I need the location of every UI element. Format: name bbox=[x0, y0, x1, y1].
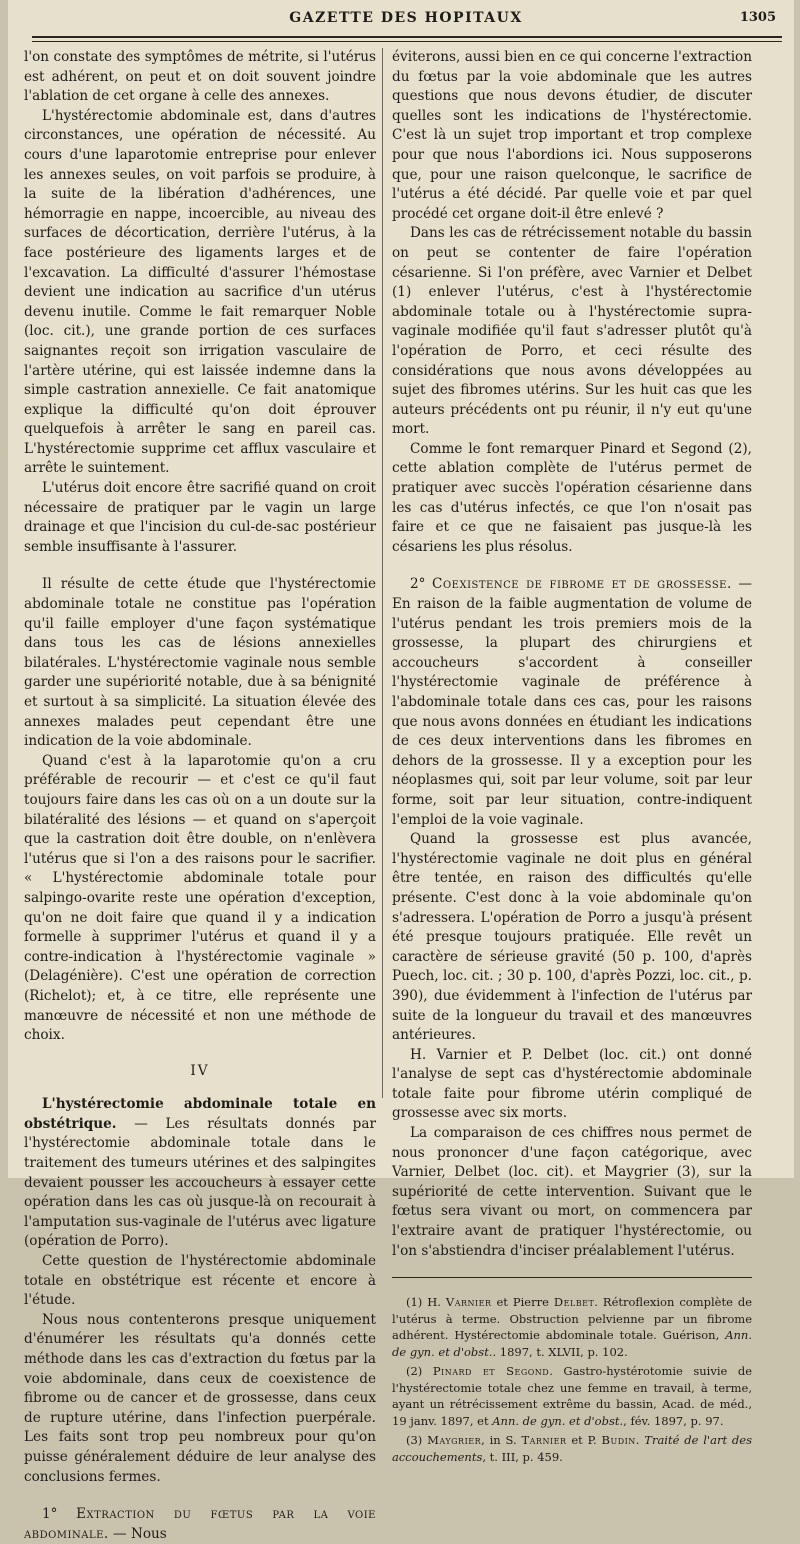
author-name: Budin bbox=[601, 1433, 636, 1448]
author-name: Pinard et Segond bbox=[432, 1364, 550, 1379]
subsection-title: L'hystérectomie abdominale totale en obstétrique. bbox=[24, 1096, 376, 1132]
footnote-text: et Pierre bbox=[491, 1295, 554, 1310]
item-number: 2° bbox=[410, 576, 426, 593]
subsection-title: Extraction du fœtus par la voie abdominale. bbox=[24, 1506, 376, 1542]
footnote-text: . 1897, t. XLVII, p. 102. bbox=[492, 1344, 628, 1359]
footnotes bbox=[392, 1294, 752, 1465]
footnote-text: . bbox=[635, 1433, 645, 1448]
paragraph: Nous nous contenterons presque uniquement d'énumérer les résultats qu'a donnés cette méthode dans les cas d'extraction du fœtus par la voie abdominale, dans ceux de coexistence de fibrome ou de cancer et de grossesse, dans ceux de rupture utérine, dans l'infection puerpérale. Les faits sont trop peu nombreux pour qu'on puisse généralement déduire de leur analyse des conclusions fermes. bbox=[24, 1311, 376, 1485]
paragraph: L'hystérectomie abdominale est, dans d'autres circonstances, une opération de nécessité. Au cours d'une laparotomie entreprise pour enlever les annexes seules, on voit parfois se produire, à la suite de la libération d'adhérences, une hémorragie en nappe, incoercible, au niveau des surfaces de décortication, derrière l'utérus, à la face postérieure des ligaments larges et de l'excavation. La difficulté d'assurer l'hémostase devient une indication au sacrifice d'un utérus devenu inutile. Comme le fait remarquer Noble (loc. cit.), une grande portion de ces surfaces saignantes reçoit son irrigation vasculaire de l'artère utérine, qui est laissée indemne dans la simple castration annexielle. Ce fait anatomique explique la difficulté qu'on doit éprouver quelquefois à arrêter le sang en pareil cas. L'hystérectomie supprime cet afflux vasculaire et arrête le suintement. bbox=[24, 107, 376, 477]
paragraph: l'on constate des symptômes de métrite, si l'utérus est adhérent, on peut et on doit souvent joindre l'ablation de cet organe à celle des annexes. bbox=[24, 49, 376, 105]
footnote-separator bbox=[392, 1277, 752, 1278]
paragraph: Quand c'est à la laparotomie qu'on a cru préférable de recourir — et c'est ce qu'il faut toujours faire dans les cas où on a un doute sur la bilatéralité des lésions — et quand on s'aperçoit que la castration doit être double, on n'enlèvera l'utérus que si l'on a des raisons pour le sacrifier. « L'hystérectomie abdominale totale pour salpingo-ovarite reste une opération d'exception, qu'on ne doit faire que quand il y a indication formelle à supprimer l'utérus et quand il y a contre-indication à l'hystérectomie vaginale » (Delagénière). C'est une opération de correction (Richelot); et, à ce titre, elle représente une manœuvre de nécessité et non une méthode de choix. bbox=[24, 752, 376, 1044]
paragraph: Quand la grossesse est plus avancée, l'hystérectomie vaginale ne doit plus en général être tentée, en raison des difficultés qu'elle présente. C'est donc à la voie abdominale qu'on s'adressera. L'opération de Porro a jusqu'à présent été presque toujours pratiquée. Elle revêt un caractère de sérieuse gravité (50 p. 100, d'après Puech, loc. cit. ; 30 p. 100, d'après Pozzi, loc. cit., p. 390), due évidemment à l'infection de l'utérus par suite de la longueur du travail et des manœuvres antérieures. bbox=[392, 831, 752, 1044]
footnote bbox=[392, 1363, 752, 1429]
paragraph: H. Varnier et P. Delbet (loc. cit.) ont donné l'analyse de sept cas d'hystérectomie abdominale totale faite pour fibrome utérin compliqué de grossesse avec six morts. bbox=[392, 1046, 752, 1122]
footnote-marker: (2) bbox=[406, 1364, 433, 1379]
paragraph: Comme le font remarquer Pinard et Segond (2), cette ablation complète de l'utérus permet de pratiquer avec succès l'opération césarienne dans les cas d'utérus infectés, ce que l'on n'osait pas faire et ce que ne faisaient pas jusque-là les césariens les plus résolus. bbox=[392, 440, 752, 555]
footnote-text: , t. III, p. 459. bbox=[482, 1449, 563, 1464]
paragraph: La comparaison de ces chiffres nous permet de nous prononcer d'une façon catégorique, avec Varnier, Delbet (loc. cit). et Maygrier (3), sur la supériorité de cette intervention. Suivant que le fœtus sera vivant ou mort, on commencera par l'extraire avant de pratiquer l'hystérectomie, ou l'on s'abstiendra d'inciser préalablement l'utérus. bbox=[392, 1125, 752, 1259]
footnote-text: . Rétroflexion complète de l'utérus à terme. Obstruction pelvienne par un fibrome adhérent. Hystérectomie abdominale totale. Guérison, bbox=[392, 1295, 753, 1343]
journal-title: Ann. de gyn. et d'obst. bbox=[392, 1328, 752, 1359]
footnote-marker: (3) bbox=[406, 1433, 428, 1448]
paragraph: éviterons, aussi bien en ce qui concerne l'extraction du fœtus par la voie abdominale que les autres questions que nous devons étudier, de discuter quelles sont les indications de l'hystérectomie. C'est là un sujet trop important et trop complexe pour que nous l'abordions ici. Nous supposerons que, pour une raison quelconque, le sacrifice de l'utérus a été décidé. Par quelle voie et par quel procédé cet organe doit-il être enlevé ? bbox=[392, 49, 752, 222]
spacer bbox=[24, 1487, 376, 1505]
footnote-text: , in S. bbox=[481, 1433, 522, 1448]
paragraph-text: — Nous bbox=[108, 1525, 167, 1542]
paragraph bbox=[24, 1505, 376, 1544]
footnote-text: , fév. 1897, p. 97. bbox=[623, 1413, 724, 1428]
footnote-text: et P. bbox=[566, 1433, 602, 1448]
paragraph bbox=[392, 575, 752, 830]
footnote bbox=[392, 1294, 752, 1360]
newspaper-page bbox=[8, 0, 794, 1542]
paragraph: L'utérus doit encore être sacrifié quand on croit nécessaire de pratiquer par le vagin un large drainage et que l'incision du cul-de-sac postérieur semble insuffisante à l'assurer. bbox=[24, 480, 376, 555]
header-rule-thin bbox=[32, 41, 782, 42]
subsection-title: Coexistence de fibrome et de grossesse. bbox=[432, 576, 732, 593]
paragraph: Il résulte de cette étude que l'hystérectomie abdominale totale ne constitue pas l'opération qu'il faille employer d'une façon systématique dans tous les cas de lésions annexielles bilatérales. L'hystérectomie vaginale nous semble garder une supériorité notable, due à sa bénignité et surtout à sa simplicité. La situation élevée des annexes malades peut cependant être une indication de la voie abdominale. bbox=[24, 576, 376, 750]
book-title: Traité de l'art des accouchements bbox=[392, 1433, 752, 1464]
running-title: GAZETTE DES HOPITAUX bbox=[289, 10, 523, 26]
paragraph bbox=[24, 1095, 376, 1252]
author-name: Tarnier bbox=[521, 1433, 567, 1448]
page-header bbox=[28, 8, 784, 32]
spacer bbox=[24, 557, 376, 575]
paragraph: Cette question de l'hystérectomie abdominale totale en obstétrique est récente et encore à l'étude. bbox=[24, 1253, 376, 1309]
page-number: 1305 bbox=[739, 10, 776, 25]
paragraph-text: — Les résultats donnés par l'hystérectomie abdominale totale dans le traitement des tumeurs utérines et des salpingites devaient pousser les accoucheurs à essayer cette opération dans les cas où jusque-là on recourait à l'amputation sus-vaginale de l'utérus avec ligature (opération de Porro). bbox=[24, 1115, 376, 1250]
spacer bbox=[392, 557, 752, 575]
author-name: Maygrier bbox=[427, 1433, 482, 1448]
section-number: IV bbox=[190, 1062, 210, 1079]
header-rule bbox=[32, 36, 782, 38]
author-name: Varnier bbox=[445, 1295, 492, 1310]
author-name: Delbet bbox=[553, 1295, 595, 1310]
item-number: 1° bbox=[42, 1506, 58, 1523]
paragraph-text: — En raison de la faible augmentation de volume de l'utérus pendant les trois premiers mois de la grossesse, la plupart des chirurgiens et accoucheurs s'accordent à conseiller l'hystérectomie vaginale de préférence à l'abdominale totale dans ces cas, pour les raisons que nous avons données en étudiant les indications de ces deux interventions dans les fibromes en dehors de la grossesse. Il y a exception pour les néoplasmes qui, soit par leur volume, soit par leur forme, soit par leur situation, contre-indiquent l'emploi de la voie vaginale. bbox=[392, 576, 752, 828]
footnote-text: . Gastro-hystérotomie suivie de l'hystérectomie totale chez une femme en travail, à terme, ayant un rétrécissement extrême du bassin, Acad. de méd., 19 janv. 1897, et bbox=[392, 1364, 753, 1428]
paragraph: Dans les cas de rétrécissement notable du bassin on peut se contenter de faire l'opération césarienne. Si l'on préfère, avec Varnier et Delbet (1) enlever l'utérus, c'est à l'hystérectomie abdominale totale ou à l'hystérectomie supra-vaginale modifiée qu'il faut s'adresser plutôt qu'à l'opération de Porro, et ceci résulte des considérations que nous avons développées au sujet des fibromes utérins. Sur les huit cas que les auteurs précédents ont pu réunir, il n'y eut qu'une mort. bbox=[392, 225, 752, 438]
column-divider bbox=[382, 48, 383, 1098]
footnote bbox=[392, 1432, 752, 1465]
journal-title: Ann. de gyn. et d'obst. bbox=[492, 1413, 624, 1428]
footnote-marker: (1) H. bbox=[406, 1295, 441, 1310]
left-column bbox=[24, 48, 376, 1544]
right-column bbox=[392, 48, 752, 1468]
